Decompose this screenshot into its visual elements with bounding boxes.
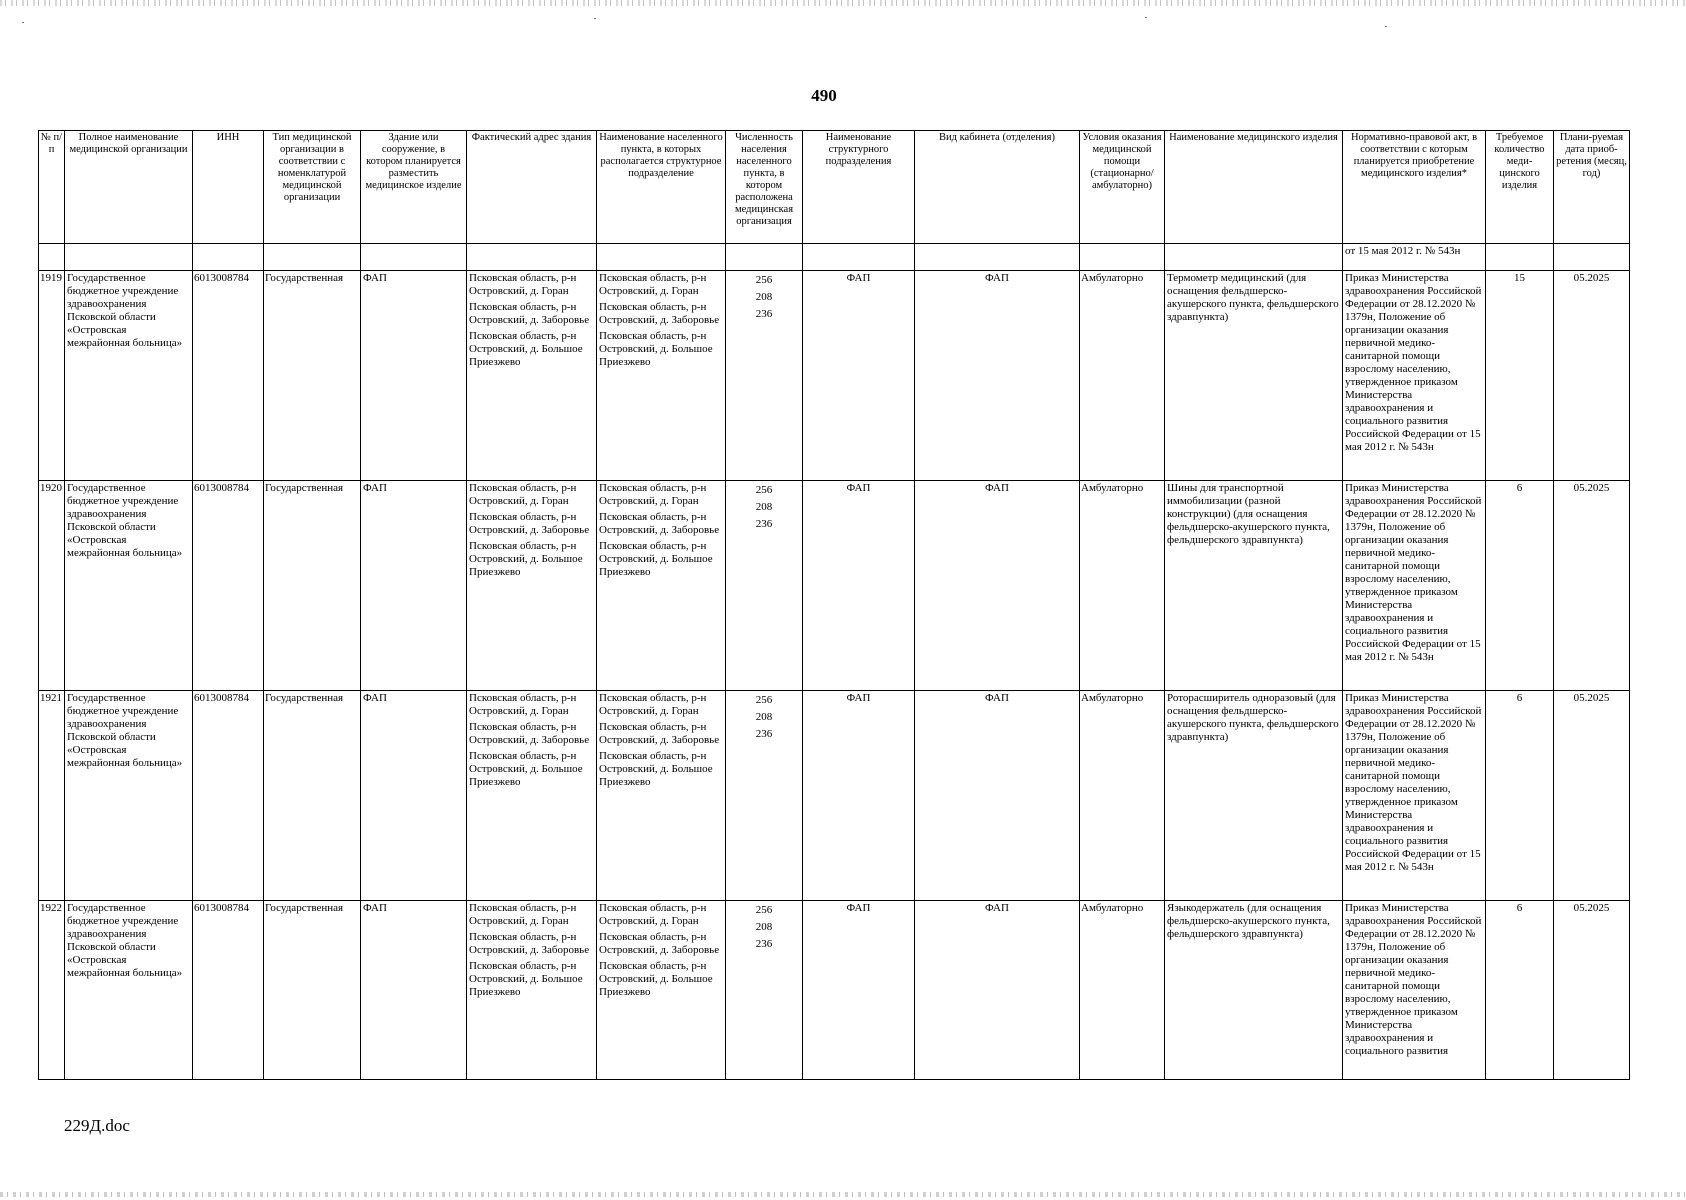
population-value: 236 [755,938,773,950]
address-item: Псковская область, р-н Островский, д. Заборовье [469,721,590,746]
row-date: 05.2025 [1554,691,1630,901]
population-value: 236 [755,308,773,320]
population-value: 256 [755,484,773,496]
row-act: Приказ Министерства здравоохранения Российской Федерации от 28.12.2020 № 1379н, Положение об организации оказания первичной медико-санитарной помощи взрослому населению, утвержденное приказом Министерства здравоохранения и социального развития [1343,901,1486,1080]
population-value: 236 [755,728,773,740]
settlement-item: Псковская область, р-н Островский, д. Горан [599,482,707,507]
settlement-item: Псковская область, р-н Островский, д. Большое Приезжево [599,960,713,998]
settlement-item: Псковская область, р-н Островский, д. Горан [599,272,707,297]
row-org-name: Государственное бюджетное учреждение здравоохранения Псковской области «Островская межрайонная больница» [65,691,193,901]
row-building: ФАП [361,691,467,901]
row-qty: 15 [1486,271,1554,481]
row-device: Термометр медицинский (для оснащения фельдшерско-акушерского пункта, фельдшерского здравпункта) [1165,271,1343,481]
address-item: Псковская область, р-н Островский, д. Горан [469,482,577,507]
row-settlement [597,691,726,901]
carryover-act: от 15 мая 2012 г. № 543н [1343,244,1486,271]
row-struct-unit: ФАП [803,901,915,1080]
scan-speck [594,18,596,19]
header-population: Численность населения населенного пункта, в котором расположена медицинская организация [726,131,803,244]
table-row [39,691,1630,901]
population-value: 208 [755,921,773,933]
row-act: Приказ Министерства здравоохранения Российской Федерации от 28.12.2020 № 1379н, Положение об организации оказания первичной медико-санитарной помощи взрослому населению, утвержденное приказом Министерства здравоохранения и социального развития Российской Федерации от 15 мая 2012 г. № 543н [1343,691,1486,901]
row-conditions: Амбулаторно [1080,691,1165,901]
address-item: Псковская область, р-н Островский, д. Горан [469,692,577,717]
row-qty: 6 [1486,901,1554,1080]
row-org-type: Государственная [264,481,361,691]
population-value: 208 [755,711,773,723]
row-address [467,271,597,481]
row-num: 1921 [39,691,65,901]
header-qty: Требуемое количество меди-цинского изделия [1486,131,1554,244]
scan-speck [22,22,24,23]
header-cabinet: Вид кабинета (отделения) [915,131,1080,244]
row-org-name: Государственное бюджетное учреждение здравоохранения Псковской области «Островская межрайонная больница» [65,271,193,481]
population-value: 208 [755,291,773,303]
settlement-item: Псковская область, р-н Островский, д. Заборовье [599,721,720,746]
population-value: 256 [755,274,773,286]
settlement-item: Псковская область, р-н Островский, д. Большое Приезжево [599,540,713,578]
address-item: Псковская область, р-н Островский, д. Заборовье [469,931,590,956]
row-building: ФАП [361,271,467,481]
row-population [726,691,803,901]
header-struct-unit: Наименование структурного подразделения [803,131,915,244]
row-act: Приказ Министерства здравоохранения Российской Федерации от 28.12.2020 № 1379н, Положение об организации оказания первичной медико-санитарной помощи взрослому населению, утвержденное приказом Министерства здравоохранения и социального развития Российской Федерации от 15 мая 2012 г. № 543н [1343,481,1486,691]
row-settlement [597,901,726,1080]
row-struct-unit: ФАП [803,481,915,691]
address-item: Псковская область, р-н Островский, д. Горан [469,902,577,927]
row-inn: 6013008784 [193,901,264,1080]
header-row [39,131,1630,244]
carryover-row [39,244,1630,271]
address-item: Псковская область, р-н Островский, д. Заборовье [469,511,590,536]
settlement-item: Псковская область, р-н Островский, д. Горан [599,902,707,927]
row-qty: 6 [1486,481,1554,691]
table-row [39,901,1630,1080]
header-inn: ИНН [193,131,264,244]
settlement-item: Псковская область, р-н Островский, д. Заборовье [599,301,720,326]
header-device: Наименование медицинского изделия [1165,131,1343,244]
settlement-item: Псковская область, р-н Островский, д. Заборовье [599,931,720,956]
header-org-type: Тип медицинской организации в соответствии с номенклатурой медицинской организации [264,131,361,244]
row-conditions: Амбулаторно [1080,271,1165,481]
settlement-item: Псковская область, р-н Островский, д. Большое Приезжево [599,330,713,368]
table-row [39,481,1630,691]
address-item: Псковская область, р-н Островский, д. Большое Приезжево [469,540,583,578]
address-item: Псковская область, р-н Островский, д. Большое Приезжево [469,960,583,998]
row-conditions: Амбулаторно [1080,481,1165,691]
row-device: Роторасширитель одноразовый (для оснащения фельдшерско-акушерского пункта, фельдшерского здравпункта) [1165,691,1343,901]
row-date: 05.2025 [1554,481,1630,691]
row-org-name: Государственное бюджетное учреждение здравоохранения Псковской области «Островская межрайонная больница» [65,481,193,691]
row-population [726,481,803,691]
settlement-item: Псковская область, р-н Островский, д. Горан [599,692,707,717]
table-row [39,271,1630,481]
equipment-table [38,130,1630,1080]
row-cabinet: ФАП [915,691,1080,901]
row-cabinet: ФАП [915,901,1080,1080]
settlement-item: Псковская область, р-н Островский, д. Заборовье [599,511,720,536]
row-inn: 6013008784 [193,481,264,691]
header-act: Нормативно-правовой акт, в соответствии с которым планируется приобретение медицинского изделия* [1343,131,1486,244]
settlement-item: Псковская область, р-н Островский, д. Большое Приезжево [599,750,713,788]
header-conditions: Условия оказания медицинской помощи (стационарно/ амбулаторно) [1080,131,1165,244]
population-value: 208 [755,501,773,513]
row-cabinet: ФАП [915,481,1080,691]
row-building: ФАП [361,481,467,691]
document-filename: 229Д.doc [64,1116,130,1135]
header-address: Фактический адрес здания [467,131,597,244]
row-date: 05.2025 [1554,271,1630,481]
row-num: 1922 [39,901,65,1080]
header-settlement: Наименование населенного пункта, в которых располагается структурное подразделение [597,131,726,244]
row-num: 1919 [39,271,65,481]
row-device: Языкодержатель (для оснащения фельдшерско-акушерского пункта, фельдшерского здравпункта) [1165,901,1343,1080]
row-device: Шины для транспортной иммобилизации (разной конструкции) (для оснащения фельдшерско-акушерского пункта, фельдшерского здравпункта) [1165,481,1343,691]
page-number: 490 [811,86,837,105]
row-settlement [597,481,726,691]
scan-edge-top [0,0,1686,6]
row-building: ФАП [361,901,467,1080]
population-value: 256 [755,694,773,706]
header-org-name: Полное наименование медицинской организации [65,131,193,244]
header-building: Здание или сооружение, в котором планируется разместить медицинское изделие [361,131,467,244]
scan-edge-bottom [0,1192,1686,1197]
row-inn: 6013008784 [193,271,264,481]
row-inn: 6013008784 [193,691,264,901]
row-cabinet: ФАП [915,271,1080,481]
row-population [726,901,803,1080]
row-org-type: Государственная [264,271,361,481]
row-struct-unit: ФАП [803,271,915,481]
header-date: Плани-руемая дата приоб-ретения (месяц, год) [1554,131,1630,244]
row-org-type: Государственная [264,691,361,901]
address-item: Псковская область, р-н Островский, д. Заборовье [469,301,590,326]
row-qty: 6 [1486,691,1554,901]
row-address [467,481,597,691]
address-item: Псковская область, р-н Островский, д. Большое Приезжево [469,750,583,788]
row-act: Приказ Министерства здравоохранения Российской Федерации от 28.12.2020 № 1379н, Положение об организации оказания первичной медико-санитарной помощи взрослому населению, утвержденное приказом Министерства здравоохранения и социального развития Российской Федерации от 15 мая 2012 г. № 543н [1343,271,1486,481]
header-num: № п/п [39,131,65,244]
address-item: Псковская область, р-н Островский, д. Горан [469,272,577,297]
row-settlement [597,271,726,481]
row-conditions: Амбулаторно [1080,901,1165,1080]
row-population [726,271,803,481]
address-item: Псковская область, р-н Островский, д. Большое Приезжево [469,330,583,368]
row-org-type: Государственная [264,901,361,1080]
row-address [467,901,597,1080]
row-address [467,691,597,901]
row-num: 1920 [39,481,65,691]
population-value: 236 [755,518,773,530]
row-date: 05.2025 [1554,901,1630,1080]
row-struct-unit: ФАП [803,691,915,901]
row-org-name: Государственное бюджетное учреждение здравоохранения Псковской области «Островская межрайонная больница» [65,901,193,1080]
population-value: 256 [755,904,773,916]
scan-speck [1145,17,1147,18]
scan-speck [1385,26,1387,27]
